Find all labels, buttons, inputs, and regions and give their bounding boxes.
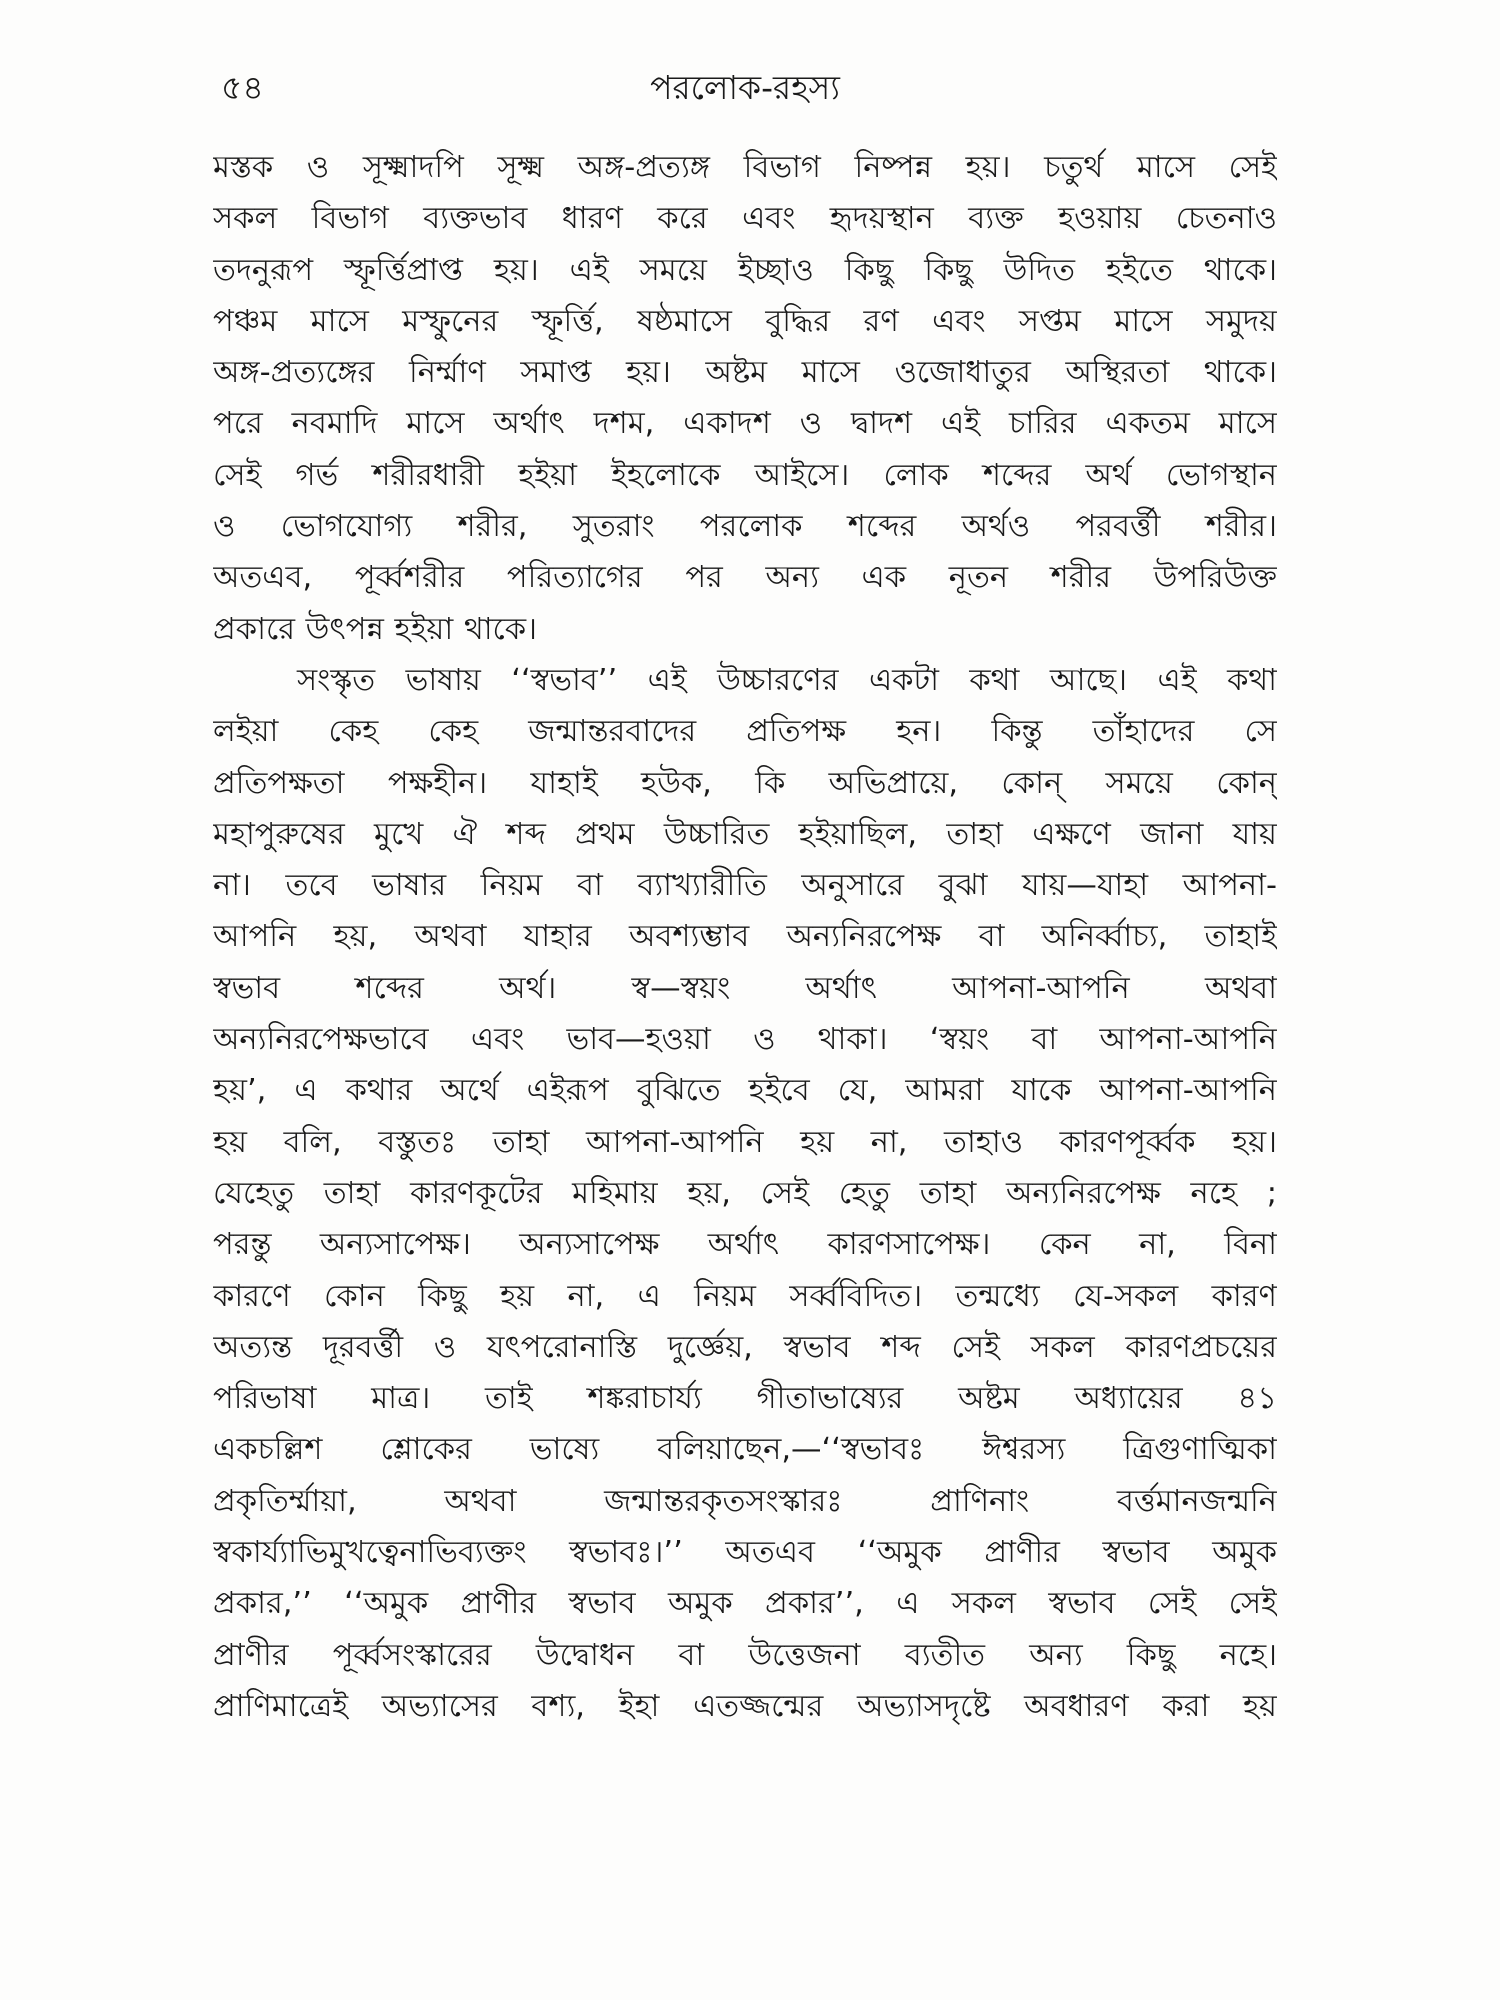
text-line: হয়’, এ কথার অর্থে এইরূপ বুঝিতে হইবে যে, আমরা যাকে আপনা-আপনি xyxy=(213,1073,1277,1109)
running-head xyxy=(213,62,1277,118)
book-title: পরলোক-রহস্য xyxy=(650,68,840,107)
text-line: লইয়া কেহ কেহ জন্মান্তরবাদের প্রতিপক্ষ হন। কিন্তু তাঁহাদের সে xyxy=(213,714,1277,750)
text-line: সেই গর্ভ শরীরধারী হইয়া ইহলোকে আইসে। লোক শব্দের অর্থ ভোগস্থান xyxy=(213,457,1277,493)
text-line: একচল্লিশ শ্লোকের ভাষ্যে বলিয়াছেন,—‘‘স্বভাবঃ ঈশ্বরস্য ত্রিগুণাত্মিকা xyxy=(213,1432,1277,1468)
text-line: না। তবে ভাষার নিয়ম বা ব্যাখ্যারীতি অনুসারে বুঝা যায়—যাহা আপনা- xyxy=(213,868,1277,904)
text-line: প্রাণিমাত্রেই অভ্যাসের বশ্য, ইহা এতজ্জন্মের অভ্যাসদৃষ্টে অবধারণ করা হয় xyxy=(213,1688,1277,1724)
text-line: আপনি হয়, অথবা যাহার অবশ্যম্ভাব অন্যনিরপেক্ষ বা অনির্ব্বাচ্য, তাহাই xyxy=(213,919,1277,955)
paragraph-2 xyxy=(213,655,1277,1732)
text-line: স্বকার্য্যাভিমুখত্বেনাভিব্যক্তং স্বভাবঃ।’’ অতএব ‘‘অমুক প্রাণীর স্বভাব অমুক xyxy=(213,1535,1277,1571)
text-line: কারণে কোন কিছু হয় না, এ নিয়ম সর্ব্ববিদিত। তন্মধ্যে যে-সকল কারণ xyxy=(213,1278,1277,1314)
text-line: ও ভোগযোগ্য শরীর, সুতরাং পরলোক শব্দের অর্থও পরবর্ত্তী শরীর। xyxy=(213,509,1277,545)
text-line: সংস্কৃত ভাষায় ‘‘স্বভাব’’ এই উচ্চারণের একটা কথা আছে। এই কথা xyxy=(297,662,1277,698)
text-line: মস্তক ও সূক্ষ্মাদপি সূক্ষ্ম অঙ্গ-প্রত্যঙ্গ বিভাগ নিষ্পন্ন হয়। চতুর্থ মাসে সেই xyxy=(213,150,1277,185)
page-number: ৫৪ xyxy=(221,68,264,107)
text-line: অত্যন্ত দূরবর্ত্তী ও যৎপরোনাস্তি দুর্জ্ঞেয়, স্বভাব শব্দ সেই সকল কারণপ্রচয়ের xyxy=(213,1329,1277,1365)
text-line: পরন্তু অন্যসাপেক্ষ। অন্যসাপেক্ষ অর্থাৎ কারণসাপেক্ষ। কেন না, বিনা xyxy=(213,1227,1277,1263)
text-line: প্রকার,’’ ‘‘অমুক প্রাণীর স্বভাব অমুক প্রকার’’, এ সকল স্বভাব সেই সেই xyxy=(213,1586,1277,1622)
text-line: প্রাণীর পূর্ব্বসংস্কারের উদ্বোধন বা উত্তেজনা ব্যতীত অন্য কিছু নহে। xyxy=(213,1637,1277,1673)
text-line: মহাপুরুষের মুখে ঐ শব্দ প্রথম উচ্চারিত হইয়াছিল, তাহা এক্ষণে জানা যায় xyxy=(213,816,1277,852)
text-line: প্রকারে উৎপন্ন হইয়া থাকে। xyxy=(213,611,538,647)
text-line: তদনুরূপ স্ফূর্ত্তিপ্রাপ্ত হয়। এই সময়ে ইচ্ছাও কিছু কিছু উদিত হইতে থাকে। xyxy=(213,252,1277,288)
text-line: পঞ্চম মাসে মস্ফুনের স্ফূর্ত্তি, ষষ্ঠমাসে বুদ্ধির রণ এবং সপ্তম মাসে সমুদয় xyxy=(213,303,1277,339)
text-line: প্রতিপক্ষতা পক্ষহীন। যাহাই হউক, কি অভিপ্রায়ে, কোন্ সময়ে কোন্ xyxy=(213,765,1277,801)
text-line: সকল বিভাগ ব্যক্তভাব ধারণ করে এবং হৃদয়স্থান ব্যক্ত হওয়ায় চেতনাও xyxy=(213,201,1277,237)
body-text xyxy=(213,142,1277,1732)
text-line: হয় বলি, বস্তুতঃ তাহা আপনা-আপনি হয় না, তাহাও কারণপূর্ব্বক হয়। xyxy=(213,1124,1277,1160)
text-line: পরিভাষা মাত্র। তাই শঙ্করাচার্য্য গীতাভাষ্যের অষ্টম অধ্যায়ের ৪১ xyxy=(213,1381,1277,1417)
text-line: অঙ্গ-প্রত্যঙ্গের নির্ম্মাণ সমাপ্ত হয়। অষ্টম মাসে ওজোধাতুর অস্থিরতা থাকে। xyxy=(213,355,1277,391)
text-line: পরে নবমাদি মাসে অর্থাৎ দশম, একাদশ ও দ্বাদশ এই চারির একতম মাসে xyxy=(213,406,1277,442)
text-line: প্রকৃতির্ম্মায়া, অথবা জন্মান্তরকৃতসংস্কারঃ প্রাণিনাং বর্ত্তমানজন্মনি xyxy=(213,1483,1277,1519)
text-line: স্বভাব শব্দের অর্থ। স্ব—স্বয়ং অর্থাৎ আপনা-আপনি অথবা xyxy=(213,970,1277,1006)
paragraph-1 xyxy=(213,142,1277,655)
text-line: যেহেতু তাহা কারণকূটের মহিমায় হয়, সেই হেতু তাহা অন্যনিরপেক্ষ নহে ; xyxy=(213,1175,1277,1211)
text-line: অন্যনিরপেক্ষভাবে এবং ভাব—হওয়া ও থাকা। ‘স্বয়ং বা আপনা-আপনি xyxy=(213,1022,1277,1058)
text-line: অতএব, পূর্ব্বশরীর পরিত্যাগের পর অন্য এক নূতন শরীর উপরিউক্ত xyxy=(213,560,1277,596)
